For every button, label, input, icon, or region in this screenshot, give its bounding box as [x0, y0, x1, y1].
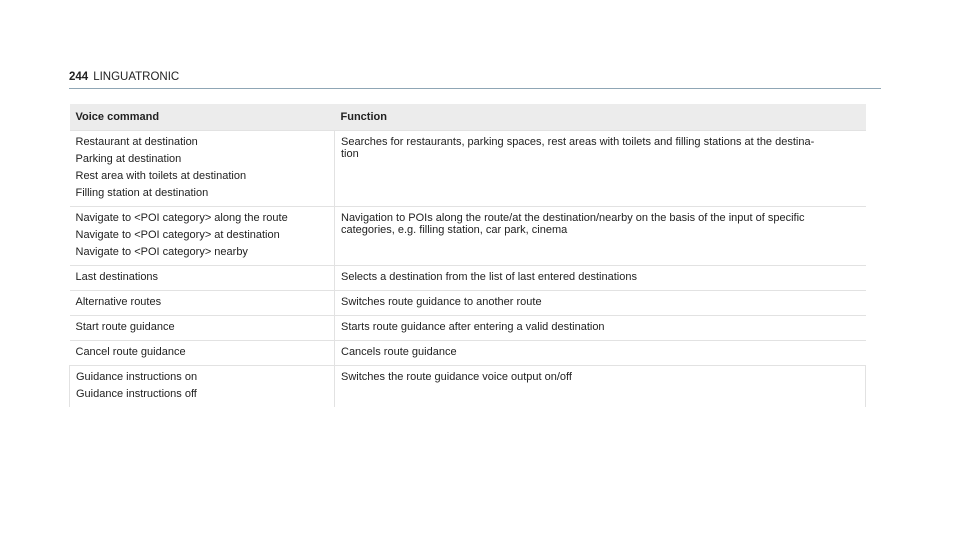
function-description: Searches for restaurants, parking spaces, rest areas with toilets and filling stations at the destina- tion: [341, 136, 815, 160]
voice-command: Cancel route guidance: [75, 346, 186, 358]
function-cell: [335, 366, 866, 408]
function-description: Selects a destination from the list of last entered destinations: [341, 271, 637, 283]
function-description: Switches route guidance to another route: [341, 296, 542, 308]
voice-command: Filling station at destination: [75, 187, 209, 199]
page-header: [69, 71, 881, 83]
table-row: [70, 316, 866, 341]
function-cell: [335, 341, 866, 366]
voice-command-cell: [70, 131, 335, 207]
function-cell: [335, 207, 866, 266]
voice-command: Alternative routes: [75, 296, 162, 308]
voice-command: Restaurant at destination: [75, 136, 198, 148]
function-cell: [335, 291, 866, 316]
voice-command: Rest area with toilets at destination: [75, 170, 247, 182]
voice-command: Guidance instructions on: [76, 371, 198, 383]
voice-command-cell: [70, 366, 335, 408]
section-title: LINGUATRONIC: [93, 71, 180, 83]
voice-command-table: [69, 104, 866, 407]
voice-command: Navigate to <POI category> at destination: [75, 229, 280, 241]
table-row: [70, 207, 866, 266]
table-row: [70, 266, 866, 291]
voice-command: Guidance instructions off: [76, 388, 197, 400]
table-row: [70, 291, 866, 316]
voice-command: Parking at destination: [75, 153, 182, 165]
column-header-function: Function: [335, 104, 866, 131]
voice-command-cell: [70, 266, 335, 291]
voice-command: Start route guidance: [75, 321, 175, 333]
table-header-row: [70, 104, 866, 131]
function-description: Cancels route guidance: [341, 346, 457, 358]
voice-command-cell: [70, 207, 335, 266]
function-description: Navigation to POIs along the route/at the destination/nearby on the basis of the input of specific categories, e.g. filling station, car park, cinema: [341, 212, 805, 236]
voice-command-cell: [70, 341, 335, 366]
voice-command: Navigate to <POI category> nearby: [75, 246, 248, 258]
function-cell: [335, 131, 866, 207]
table-row: [70, 341, 866, 366]
table-row: [70, 366, 866, 408]
table-row: [70, 131, 866, 207]
page-number: 244: [69, 71, 89, 83]
function-cell: [335, 316, 866, 341]
function-description: Starts route guidance after entering a valid destination: [341, 321, 605, 333]
voice-command: Last destinations: [75, 271, 159, 283]
voice-command-cell: [70, 291, 335, 316]
header-divider: [69, 88, 881, 89]
column-header-voice-command: Voice command: [70, 104, 335, 131]
voice-command-cell: [70, 316, 335, 341]
function-description: Switches the route guidance voice output on/off: [341, 371, 572, 383]
function-cell: [335, 266, 866, 291]
voice-command: Navigate to <POI category> along the route: [75, 212, 288, 224]
